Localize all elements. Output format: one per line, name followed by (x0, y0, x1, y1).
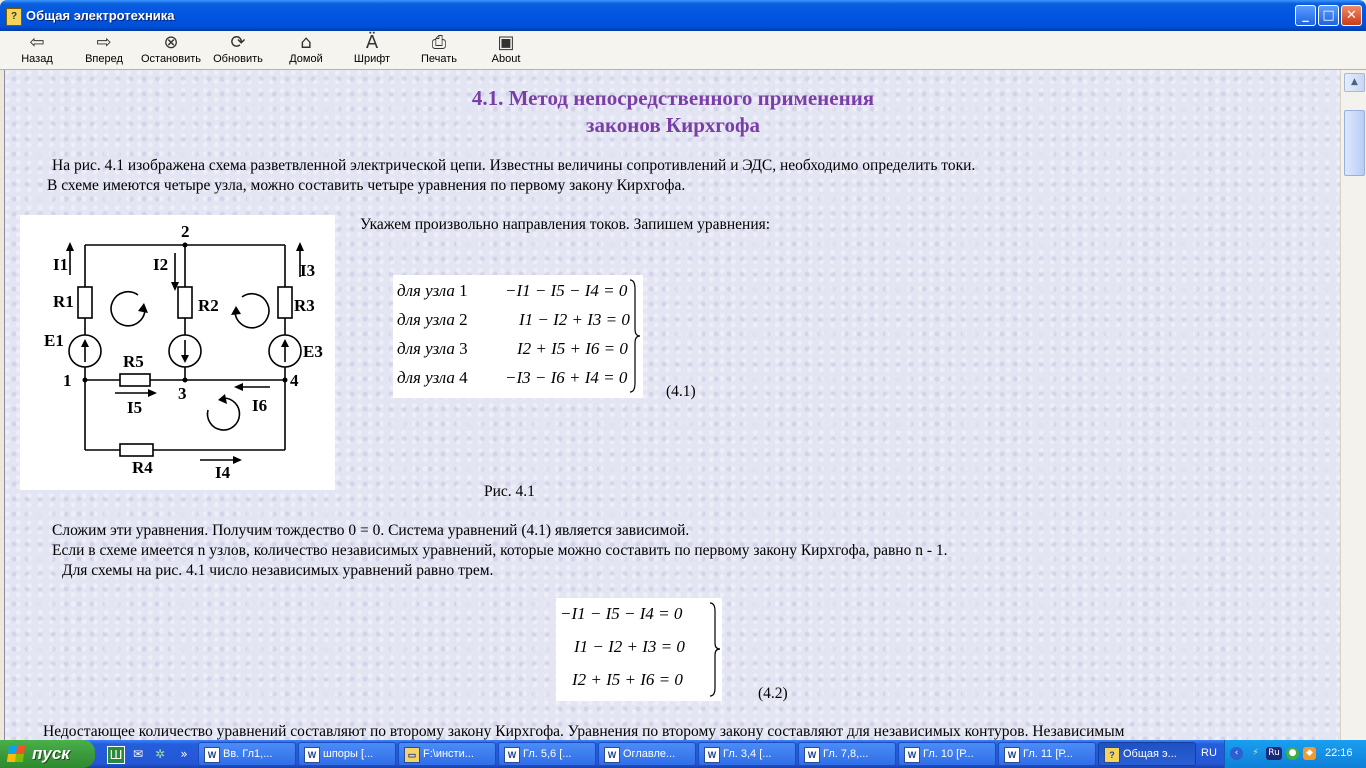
font-label: Шрифт (353, 53, 391, 65)
source-label-e1: E1 (44, 331, 64, 350)
node-number: 1 (459, 281, 468, 300)
about-icon: ▣ (497, 32, 515, 53)
home-icon: ⌂ (300, 32, 312, 53)
taskbar-item[interactable] (198, 742, 296, 766)
taskbar-item[interactable] (698, 742, 796, 766)
node-number: 3 (459, 339, 468, 358)
quick-launch-more-icon[interactable]: » (180, 747, 188, 761)
current-label-i6: I6 (252, 396, 268, 415)
vertical-scrollbar[interactable] (1340, 70, 1366, 740)
stop-icon: ⊗ (163, 32, 179, 53)
equation-text: I2 + I5 + I6 = 0 (517, 339, 628, 358)
taskbar-item-label: Гл. 11 [Р... (1023, 748, 1073, 760)
refresh-label: Обновить (213, 53, 263, 65)
scroll-thumb[interactable] (1344, 110, 1365, 176)
taskbar (0, 740, 1366, 768)
start-button[interactable] (0, 740, 95, 768)
folder-icon: ▭ (404, 747, 420, 763)
resistor-label-r4: R4 (132, 458, 153, 477)
taskbar-item-label: Гл. 7,8,... (823, 748, 869, 760)
equation-text: −I1 − I5 − I4 = 0 (505, 281, 628, 300)
start-label: пуск (32, 744, 70, 763)
source-label-e3: E3 (303, 342, 323, 361)
figure-caption: Рис. 4.1 (484, 483, 535, 500)
about-label: About (491, 53, 521, 65)
quick-launch-icon-2[interactable]: ✉ (132, 747, 144, 761)
circuit-diagram (20, 215, 335, 490)
about-button[interactable] (473, 32, 539, 68)
node-label-2: 2 (181, 222, 190, 241)
stop-label: Остановить (140, 53, 202, 65)
eq-row-3 (397, 339, 628, 359)
page-heading-line2: законов Кирхгофа (586, 113, 760, 137)
quick-launch-icon-3[interactable]: ✲ (154, 747, 166, 761)
toolbar (0, 31, 1366, 70)
current-label-i3: I3 (300, 261, 316, 280)
document-icon: W (904, 747, 920, 763)
maximize-button[interactable]: □ (1318, 5, 1339, 26)
print-button[interactable] (406, 32, 472, 68)
document-icon: W (504, 747, 520, 763)
resistor-label-r5: R5 (123, 352, 144, 371)
current-label-i5: I5 (127, 398, 143, 417)
scroll-up-button[interactable]: ▲ (1344, 73, 1365, 92)
title-bar (0, 0, 1366, 31)
taskbar-item[interactable] (598, 742, 696, 766)
stop-button[interactable] (138, 32, 204, 68)
taskbar-item-label: Вв. Гл1,... (223, 748, 273, 760)
eq-row-4 (397, 368, 628, 388)
refresh-icon: ⟳ (230, 32, 246, 53)
paragraph-3: Для схемы на рис. 4.1 число независимых уравнений равно трем. (62, 562, 494, 579)
brace-icon (709, 602, 721, 698)
current-label-i2: I2 (153, 255, 169, 274)
paragraph-4: Недостающее количество уравнений составляют по второму закону Кирхгофа. Уравнения по второму закону составляют для независимых контуров. Независимым (43, 723, 1125, 740)
windows-logo-icon (7, 746, 25, 762)
intro-paragraph-2: В схеме имеются четыре узла, можно составить четыре уравнения по первому закону Кирхгофа. (47, 177, 686, 194)
document-icon: W (1004, 747, 1020, 763)
node-prefix: для узла (397, 281, 455, 300)
back-arrow-icon: ⇦ (29, 32, 45, 53)
print-label: Печать (420, 53, 458, 65)
taskbar-item[interactable] (298, 742, 396, 766)
taskbar-item[interactable] (398, 742, 496, 766)
current-label-i1: I1 (53, 255, 69, 274)
node-prefix: для узла (397, 368, 455, 387)
eq2-row-1: −I1 − I5 − I4 = 0 (560, 604, 683, 623)
paragraph-2: Если в схеме имеется n узлов, количество независимых уравнений, которые можно составить по первому закону Кирхгофа, равно n - 1. (52, 542, 948, 559)
forward-arrow-icon: ⇨ (96, 32, 112, 53)
taskbar-item[interactable] (498, 742, 596, 766)
taskbar-item[interactable] (998, 742, 1096, 766)
node-label-1: 1 (63, 371, 72, 390)
font-icon: Ä (365, 32, 379, 53)
resistor-label-r3: R3 (294, 296, 315, 315)
forward-label: Вперед (85, 53, 123, 65)
tray-tool-icon[interactable]: ⚡ (1252, 748, 1259, 758)
taskbar-item-label: Гл. 10 [Р... (923, 748, 974, 760)
taskbar-item-label: Гл. 5,6 [... (523, 748, 572, 760)
node-label-4: 4 (290, 371, 299, 390)
print-icon: ⎙ (431, 32, 447, 53)
app-icon: ? (6, 8, 22, 26)
taskbar-item-label: F:\инсти... (423, 748, 474, 760)
eq2-row-3: I2 + I5 + I6 = 0 (572, 670, 683, 689)
minimize-button[interactable]: _ (1295, 5, 1316, 26)
resistor-label-r1: R1 (53, 292, 74, 311)
tray-app-icon[interactable]: ◆ (1303, 747, 1316, 760)
back-button[interactable] (4, 32, 70, 68)
equation-number-4-1: (4.1) (666, 383, 696, 400)
tray-keyboard-layout-icon[interactable]: Ru (1266, 747, 1282, 760)
current-label-i4: I4 (215, 463, 231, 482)
document-icon: W (204, 747, 220, 763)
intro-paragraph-1: На рис. 4.1 изображена схема разветвленной электрической цепи. Известны величины сопротивлений и ЭДС, необходимо определить токи. (52, 157, 976, 174)
taskbar-item[interactable] (898, 742, 996, 766)
document-icon: W (704, 747, 720, 763)
taskbar-item-label: Гл. 3,4 [... (723, 748, 772, 760)
taskbar-item[interactable] (798, 742, 896, 766)
equation-text: I1 − I2 + I3 = 0 (519, 310, 630, 329)
equation-text: −I3 − I6 + I4 = 0 (505, 368, 628, 387)
node-number: 2 (459, 310, 468, 329)
home-button[interactable] (273, 32, 339, 68)
node-number: 4 (459, 368, 468, 387)
taskbar-item-label: Общая э... (1123, 748, 1177, 760)
brace-icon (629, 279, 641, 394)
node-prefix: для узла (397, 339, 455, 358)
equation-number-4-2: (4.2) (758, 685, 788, 702)
eq-row-2 (397, 310, 630, 330)
taskbar-item-label: Оглавле... (623, 748, 676, 760)
node-label-3: 3 (178, 384, 187, 403)
home-label: Домой (289, 53, 323, 65)
close-button[interactable]: ✕ (1341, 5, 1362, 26)
back-label: Назад (21, 53, 53, 65)
taskbar-item-active[interactable] (1098, 742, 1196, 766)
circuit-figure (20, 215, 335, 490)
font-button[interactable] (339, 32, 405, 68)
document-icon: W (304, 747, 320, 763)
equation-system-4-1 (393, 275, 643, 398)
window-title: Общая электротехника (26, 8, 175, 23)
document-icon: W (604, 747, 620, 763)
resistor-label-r2: R2 (198, 296, 219, 315)
quick-launch-icon-1[interactable]: Ш (107, 746, 125, 764)
refresh-button[interactable] (205, 32, 271, 68)
node-prefix: для узла (397, 310, 455, 329)
language-indicator[interactable]: RU (1201, 747, 1217, 759)
tray-back-icon[interactable]: ‹ (1230, 747, 1243, 760)
document-icon: W (804, 747, 820, 763)
system-tray (1224, 740, 1366, 768)
help-app-icon: ? (1104, 747, 1120, 763)
content-pane (4, 70, 1341, 740)
eq-row-1 (397, 281, 628, 301)
tray-status-icon[interactable]: ● (1286, 747, 1299, 760)
paragraph-1: Сложим эти уравнения. Получим тождество 0 = 0. Система уравнений (4.1) является зависимой. (52, 522, 690, 539)
forward-button[interactable] (71, 32, 137, 68)
directions-text: Укажем произвольно направления токов. Запишем уравнения: (360, 216, 771, 233)
taskbar-item-label: шпоры [... (323, 748, 374, 760)
clock: 22:16 (1325, 747, 1353, 759)
eq2-row-2: I1 − I2 + I3 = 0 (574, 637, 685, 656)
page-heading-line1: 4.1. Метод непосредственного применения (471, 86, 875, 110)
equation-system-4-2 (556, 598, 722, 701)
